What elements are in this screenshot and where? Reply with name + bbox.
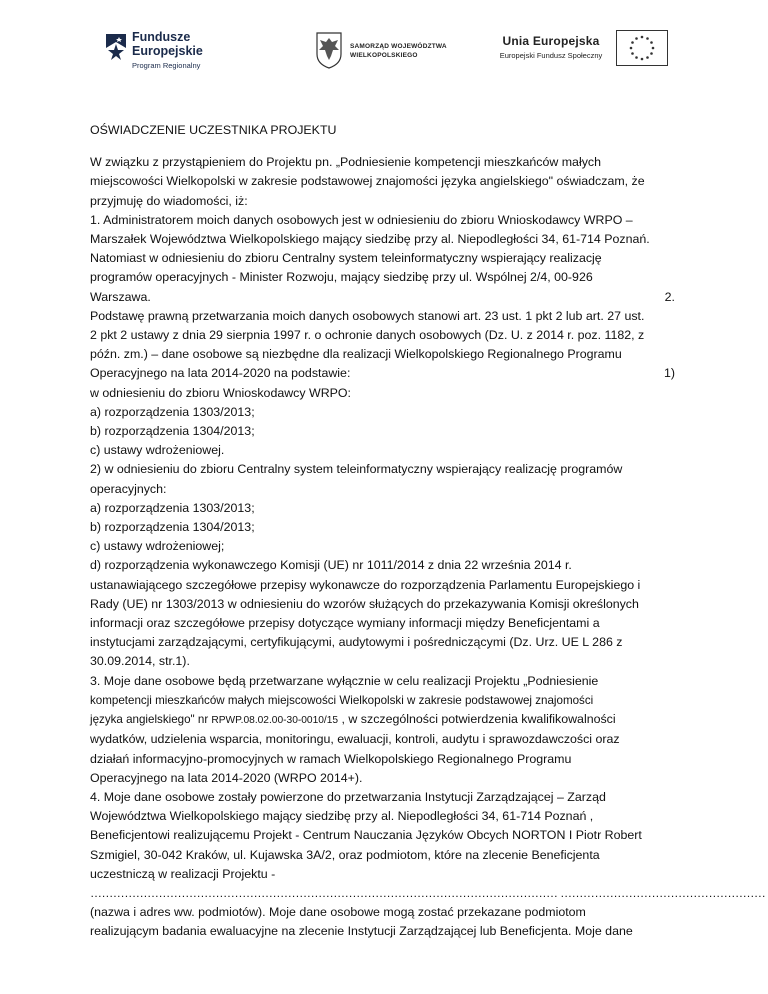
line-38: uczestniczą w realizacji Projektu - bbox=[90, 866, 276, 881]
fundusze-line2: Europejskie bbox=[132, 44, 203, 58]
text-line bbox=[90, 172, 675, 191]
line-8b: 2. bbox=[664, 289, 675, 304]
line-33: Operacyjnego na lata 2014-2020 (WRPO 2014+). bbox=[90, 770, 363, 785]
line-7: programów operacyjnych - Minister Rozwoju, mający siedzibę przy ul. Wspólnej 2/4, 00-926 bbox=[90, 270, 593, 285]
text-line bbox=[90, 576, 675, 595]
fundusze-star-icon bbox=[104, 32, 128, 66]
line-8a: Warszawa. bbox=[90, 289, 151, 304]
line-2: miejscowości Wielkopolski w zakresie podstawowej znajomości języka angielskiego" oświadczam, że bbox=[90, 174, 645, 189]
line-36: Beneficjentowi realizującemu Projekt - Centrum Nauczania Języków Obcych NORTON I Piotr Robert bbox=[90, 828, 642, 843]
logo-bar bbox=[0, 28, 768, 78]
line-34: 4. Moje dane osobowe zostały powierzone do przetwarzania Instytucji Zarządzającej – Zarząd bbox=[90, 789, 606, 804]
fundusze-europejskie-logo bbox=[104, 28, 224, 76]
line-20: b) rozporządzenia 1304/2013; bbox=[90, 520, 255, 535]
eu-flag-icon bbox=[616, 30, 668, 66]
line-29: kompetencji mieszkańców małych miejscowości Wielkopolski w zakresie podstawowej znajomości bbox=[90, 693, 594, 707]
line-26: instytucjami zarządzającymi, certyfikującymi, audytowymi i pośredniczącymi (Dz. Urz. UE L 286 z bbox=[90, 635, 623, 650]
declaration-body bbox=[90, 121, 766, 942]
text-line bbox=[90, 211, 675, 230]
line-15: b) rozporządzenia 1304/2013; bbox=[90, 424, 255, 439]
line-12b: 1) bbox=[663, 366, 675, 381]
text-line bbox=[90, 922, 675, 941]
text-line bbox=[90, 288, 675, 307]
dotted-fill-line: …………………………………………………………………………………………………………… ……………………………………………… bbox=[90, 885, 766, 900]
line-9: Podstawę prawną przetwarzania moich danych osobowych stanowi art. 23 ust. 1 pkt 2 lub art. 27 ust. bbox=[90, 308, 645, 323]
fundusze-line3: Program Regionalny bbox=[132, 61, 201, 70]
ue-line1: Unia Europejska bbox=[502, 34, 600, 48]
line-16: c) ustawy wdrożeniowej. bbox=[90, 443, 225, 458]
line-11: późn. zm.) – dane osobowe są niezbędne dla realizacji Wielkopolskiego Regionalnego Programu bbox=[90, 347, 622, 362]
line-17: 2) w odniesieniu do zbioru Centralny system teleinformatyczny wspierający realizację programów bbox=[90, 462, 623, 477]
line-31: wydatków, udzielenia wsparcia, monitoringu, ewaluacji, kontroli, audytu i sprawozdawczości oraz bbox=[90, 732, 620, 747]
text-line bbox=[90, 326, 675, 345]
line-13: w odniesieniu do zbioru Wnioskodawcy WRPO: bbox=[90, 385, 352, 400]
line-37: Szmigiel, 30-042 Kraków, ul. Kujawska 3A/2, oraz podmiotom, które na zlecenie Beneficjenta bbox=[90, 847, 600, 862]
line-6: Natomiast w odniesieniu do zbioru Centralny system teleinformatyczny wspierający realizację bbox=[90, 251, 602, 266]
line-3: przyjmuję do wiadomości, iż: bbox=[90, 193, 248, 208]
line-18: operacyjnych: bbox=[90, 481, 167, 496]
line-19: a) rozporządzenia 1303/2013; bbox=[90, 500, 255, 515]
eagle-crest-icon bbox=[314, 30, 344, 70]
text-line bbox=[90, 364, 675, 383]
ue-line2: Europejski Fundusz Społeczny bbox=[499, 51, 603, 60]
line-23: ustanawiającego szczegółowe przepisy wykonawcze do rozporządzenia Parlamentu Europejskiego i bbox=[90, 577, 641, 592]
line-27: 30.09.2014, str.1). bbox=[90, 654, 190, 669]
samorzad-line2: WIELKOPOLSKIEGO bbox=[350, 52, 418, 59]
text-line bbox=[90, 307, 675, 326]
line-40: (nazwa i adres ww. podmiotów). Moje dane osobowe mogą zostać przekazane podmiotom bbox=[90, 905, 586, 920]
page-title: OŚWIADCZENIE UCZESTNIKA PROJEKTU bbox=[90, 123, 337, 137]
text-line bbox=[90, 230, 675, 249]
line-30c: , w szczególności potwierdzenia kwalifikowalności bbox=[338, 712, 616, 727]
text-line bbox=[90, 153, 675, 172]
line-1: W związku z przystąpieniem do Projektu pn. „Podniesienie kompetencji mieszkańców małych bbox=[90, 155, 601, 170]
line-28: 3. Moje dane osobowe będą przetwarzane wyłącznie w celu realizacji Projektu „Podniesienie bbox=[90, 673, 599, 688]
fundusze-line1: Fundusze bbox=[132, 30, 191, 44]
samorzad-wielkopolska-logo bbox=[314, 30, 464, 74]
line-30a: języka angielskiego" nr bbox=[90, 713, 212, 727]
text-line bbox=[90, 826, 675, 845]
unia-europejska-logo bbox=[490, 30, 670, 74]
line-30 bbox=[90, 710, 675, 730]
line-25: informacji oraz szczegółowe przepisy dotyczące wymiany informacji między Beneficjentami a bbox=[90, 616, 600, 631]
line-35: Województwa Wielkopolskiego mający siedzibę przy al. Niepodległości 34, 61-714 Poznań , bbox=[90, 809, 594, 824]
project-code: RPWP.08.02.00-30-0010/15 bbox=[211, 715, 339, 727]
line-12a: Operacyjnego na lata 2014-2020 na podstawie: bbox=[90, 366, 351, 381]
line-41: realizującym badania ewaluacyjne na zlecenie Instytucji Zarządzającej lub Beneficjenta. Moje dane bbox=[90, 924, 633, 939]
line-14: a) rozporządzenia 1303/2013; bbox=[90, 404, 255, 419]
line-21: c) ustawy wdrożeniowej; bbox=[90, 539, 225, 554]
line-32: działań informacyjno-promocyjnych w ramach Wielkopolskiego Regionalnego Programu bbox=[90, 751, 572, 766]
text-line bbox=[90, 595, 675, 614]
line-4: 1. Administratorem moich danych osobowych jest w odniesieniu do zbioru Wnioskodawcy WRPO – bbox=[90, 212, 633, 227]
line-10: 2 pkt 2 ustawy z dnia 29 sierpnia 1997 r. o ochronie danych osobowych (Dz. U. z 2014 r. poz. 1182, z bbox=[90, 328, 645, 343]
samorzad-line1: SAMORZĄD WOJEWÓDZTWA bbox=[350, 43, 447, 50]
line-22: d) rozporządzenia wykonawczego Komisji (UE) nr 1011/2014 z dnia 22 września 2014 r. bbox=[90, 558, 572, 573]
line-24: Rady (UE) nr 1303/2013 w odniesieniu do wzorów służących do przekazywania Komisji określonych bbox=[90, 596, 639, 611]
line-5: Marszałek Województwa Wielkopolskiego mający siedzibę przy al. Niepodległości 34, 61-714 Poznań. bbox=[90, 232, 650, 247]
